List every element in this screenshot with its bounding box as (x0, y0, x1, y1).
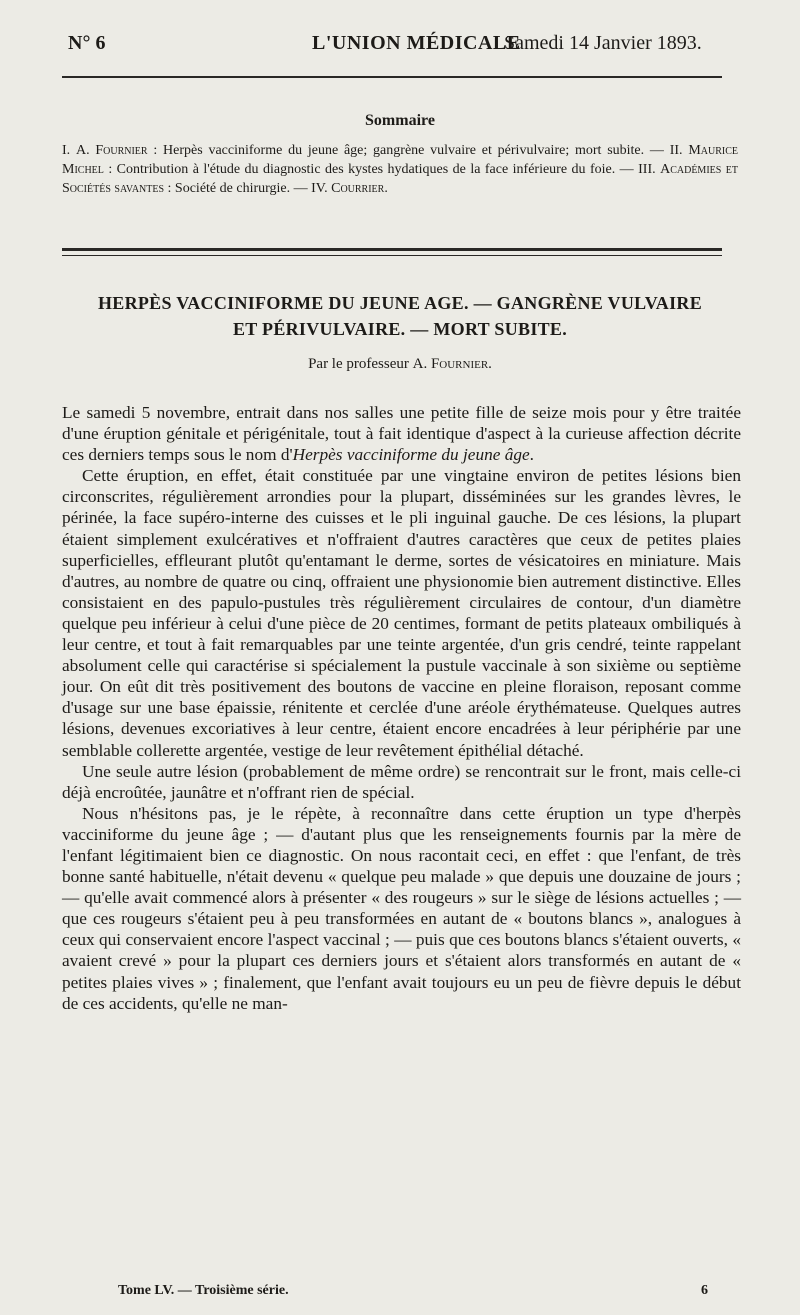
sommaire-title: Sommaire (365, 112, 435, 129)
paragraph-2: Cette éruption, en effet, était constituée par une vingtaine environ de petites lésions bien circonscrites, régulièrement arrondies pour la plupart, disséminées sur les grandes lèvres, le périnée, la face supéro-interne des cuisses et le pli inguinal gauche. De ces lésions, la plupart étaient simplement exulcératives et n'offraient d'autres caractères que ceux de petites plaies superficielles, effleurant plutôt qu'entamant le derme, sortes de vésicatoires en miniature. Mais d'autres, au nombre de quatre ou cinq, offraient une physionomie bien autrement distinctive. Elles consistaient en des papulo-pustules très régulièrement circulaires de contour, d'un diamètre quelque peu inférieur à celui d'une pièce de 20 centimes, formant de petits plateaux ombiliqués à leur centre, et tout à fait remarquables par une teinte argentée, d'un gris cendré, teinte rappelant absolument celle qui caractérise si spécialement la pustule vaccinale à son sixième ou septième jour. On eût dit très positivement des boutons de vaccine en pleine floraison, reposant comme d'usage sur une base épaissie, rénitente et cerclée d'une aréole érythémateuse. Quelques autres lésions, devenues excoriatives à leur centre, étaient encore encadrées à leur périphérie par une semblable collerette argentée, vestige de leur revêtement épithélial détaché. (62, 466, 741, 760)
running-head (62, 32, 738, 60)
sommaire-list (62, 141, 738, 198)
sommaire-num: III. (638, 162, 656, 177)
article-title-line-2: ET PÉRIVULVAIRE. — MORT SUBITE. (232, 319, 568, 339)
footer-tome: Tome LV. — Troisième série. (118, 1283, 289, 1298)
sommaire-num: I. (62, 143, 71, 158)
sommaire-rule-thin (62, 255, 722, 256)
sommaire-author: A. Fournier (75, 143, 148, 158)
sommaire-num: IV. (311, 181, 328, 196)
paragraph-1-italic: Herpès vacciniforme du jeune âge (292, 445, 530, 465)
paragraph-1 (62, 402, 741, 465)
paragraph-1-end: . (529, 445, 534, 465)
sommaire-rule-thick (62, 248, 722, 251)
sommaire-author: Maurice Michel (62, 143, 738, 177)
sommaire-item-1 (62, 143, 670, 158)
sommaire-text: : Herpès vacciniforme du jeune âge; gangrène vulvaire et périvulvaire; mort subite. — (147, 143, 670, 158)
byline (0, 356, 800, 373)
article-title (62, 290, 738, 342)
article-title-line-1: HERPÈS VACCINIFORME DU JEUNE AGE. — GANGRÈNE VULVAIRE (97, 293, 702, 313)
page-footer (118, 1283, 738, 1305)
page-number: 6 (701, 1283, 708, 1298)
sommaire-author: Académies et Sociétés savantes (62, 162, 738, 196)
paragraph-4: Nous n'hésitons pas, je le répète, à reconnaître dans cette éruption un type d'herpès vacciniforme du jeune âge ; — d'autant plus que les renseignements fournis par la mère de l'enfant légitimaient bien ce diagnostic. On nous racontait ceci, en effet : que l'enfant, de très bonne santé habituelle, n'était devenu « quelque peu malade » que depuis une douzaine de jours ; — qu'elle avait commencé alors à présenter « des rougeurs » sur le siège de lésions actuelles ; — que ces rougeurs s'étaient peu à peu transformées en autant de « boutons blancs », analogues à ceux qui conservaient encore l'aspect vaccinal ; — puis que ces boutons blancs s'étaient ouverts, « avaient crevé » pour la plupart ces derniers jours et s'étaient alors transformés en autant de « petites plaies vives » ; finalement, que l'enfant avait toujours eu un peu de fièvre depuis le début de ces accidents, qu'elle ne man- (62, 803, 741, 1013)
sommaire-item-4 (311, 181, 388, 196)
sommaire-text: : Société de chirurgie. — (164, 181, 312, 196)
sommaire-text: : Contribution à l'étude du diagnostic des kystes hydatiques de la face inférieure du foie. — (103, 162, 639, 177)
sommaire-author: Courrier (331, 181, 385, 196)
sommaire-num: II. (669, 143, 683, 158)
issue-date: Samedi 14 Janvier 1893. (504, 32, 702, 54)
article-body (62, 402, 741, 1014)
byline-author: A. Fournier. (412, 356, 492, 372)
header-rule (62, 76, 722, 78)
sommaire-text: . (384, 181, 388, 196)
issue-number: N° 6 (68, 32, 106, 54)
journal-title: L'UNION MÉDICALE (312, 32, 521, 54)
paragraph-3: Une seule autre lésion (probablement de même ordre) se rencontrait sur le front, mais celle-ci déjà encroûtée, jaunâtre et n'offrant rien de spécial. (62, 761, 741, 802)
byline-prefix: Par le professeur (308, 356, 413, 372)
paragraph-1-text: Le samedi 5 novembre, entrait dans nos salles une petite fille de seize mois pour y être traitée d'une éruption génitale et périgénitale, tout à fait identique d'aspect à la curieuse affection décrite ces derniers temps sous le nom d' (62, 403, 741, 465)
